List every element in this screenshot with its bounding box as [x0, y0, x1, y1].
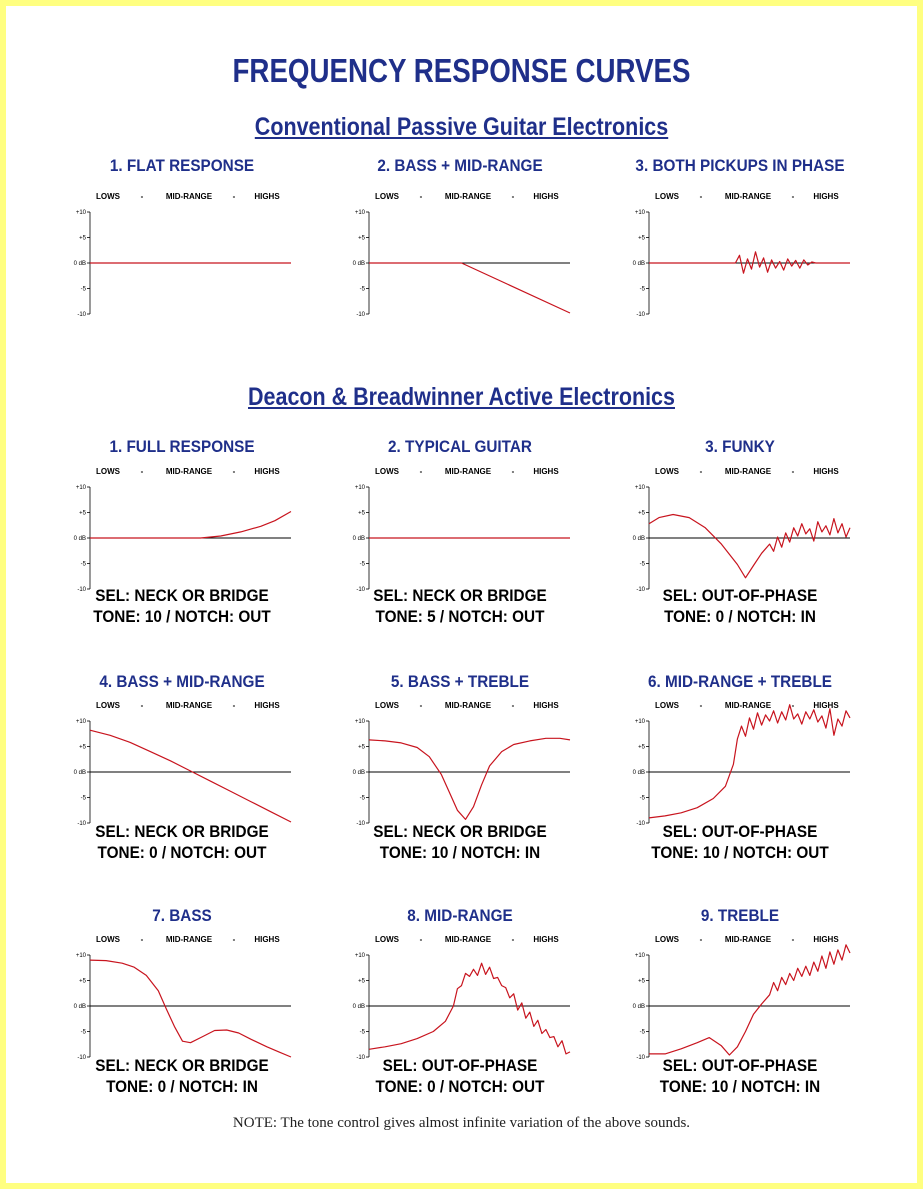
section-title-conventional: Conventional Passive Guitar Electronics [254, 113, 669, 141]
band-label: - [232, 935, 236, 944]
y-tick-label: +5 [79, 235, 86, 242]
band-label: - [232, 701, 236, 710]
response-curve [369, 738, 570, 819]
sel-label: SEL: NECK OR BRIDGE [373, 822, 547, 841]
y-tick-label: +5 [358, 510, 365, 517]
band-label: - [791, 467, 795, 476]
panel-title-typical-guitar: 2. TYPICAL GUITAR [388, 437, 532, 456]
section-title-active: Deacon & Breadwinner Active Electronics [248, 383, 675, 411]
tone-label: TONE: 0 / NOTCH: OUT [375, 1077, 545, 1096]
y-tick-label: -10 [636, 821, 645, 827]
tone-label: TONE: 10 / NOTCH: OUT [651, 843, 829, 862]
y-tick-label: +10 [354, 485, 365, 491]
band-label: HIGHS [254, 935, 280, 944]
band-label: - [419, 192, 423, 201]
y-tick-label: +5 [638, 510, 645, 517]
settings-bass-treble [325, 821, 595, 863]
y-tick-label: 0 dB [73, 770, 86, 776]
panel-title-mid-range: 8. MID-RANGE [407, 906, 513, 925]
y-tick-label: 0 dB [632, 1004, 645, 1010]
band-label: - [140, 935, 144, 944]
band-label: HIGHS [813, 467, 839, 476]
response-curve [90, 730, 291, 822]
y-tick-label: 0 dB [352, 1004, 365, 1010]
band-label: HIGHS [533, 701, 559, 710]
band-labels [655, 935, 839, 944]
band-label: - [511, 192, 515, 201]
y-tick-label: -5 [639, 561, 645, 568]
band-label: MID-RANGE [444, 935, 492, 944]
band-label: - [699, 467, 703, 476]
band-label: MID-RANGE [165, 935, 213, 944]
response-curve [649, 252, 850, 273]
y-tick-label: -5 [359, 286, 365, 293]
band-label: LOWS [375, 467, 399, 476]
y-tick-label: -10 [356, 587, 365, 593]
band-labels [96, 192, 280, 201]
y-tick-label: +10 [634, 953, 645, 959]
tone-label: TONE: 10 / NOTCH: OUT [93, 607, 271, 626]
sel-label: SEL: OUT-OF-PHASE [662, 1056, 818, 1075]
settings-full-response [47, 585, 317, 627]
band-label: HIGHS [813, 935, 839, 944]
sel-label: SEL: OUT-OF-PHASE [662, 586, 818, 605]
y-tick-label: -5 [639, 286, 645, 293]
y-tick-label: -5 [359, 1029, 365, 1036]
plot-bass-treble [339, 699, 579, 829]
band-label: - [140, 467, 144, 476]
y-tick-label: -10 [77, 312, 86, 318]
band-label: LOWS [96, 935, 120, 944]
band-label: - [419, 701, 423, 710]
band-label: - [791, 935, 795, 944]
band-labels [96, 467, 280, 476]
y-tick-label: -5 [639, 1029, 645, 1036]
sel-label: SEL: OUT-OF-PHASE [382, 1056, 538, 1075]
band-labels [655, 192, 839, 201]
band-label: - [511, 467, 515, 476]
band-label: LOWS [375, 701, 399, 710]
response-curve [649, 945, 850, 1055]
tone-label: TONE: 5 / NOTCH: OUT [375, 607, 545, 626]
band-label: - [699, 935, 703, 944]
y-tick-label: +10 [75, 953, 86, 959]
y-tick-label: -5 [359, 795, 365, 802]
response-curve [369, 963, 570, 1054]
panel-title-flat-response: 1. FLAT RESPONSE [109, 156, 255, 175]
panel-title-bass: 7. BASS [152, 906, 212, 925]
plot-funky [619, 465, 859, 595]
panel-title-mid-treble: 6. MID-RANGE + TREBLE [647, 672, 833, 691]
settings-mid-range [325, 1055, 595, 1097]
sel-label: SEL: NECK OR BRIDGE [373, 586, 547, 605]
y-tick-label: 0 dB [73, 261, 86, 267]
y-tick-label: +10 [354, 953, 365, 959]
band-label: - [791, 701, 795, 710]
band-label: LOWS [96, 467, 120, 476]
plot-both-in-phase [619, 190, 859, 320]
y-tick-label: -10 [636, 587, 645, 593]
tone-label: TONE: 10 / NOTCH: IN [379, 843, 541, 862]
plot-active-bass-mid [60, 699, 300, 829]
y-tick-label: -10 [636, 1055, 645, 1061]
settings-active-bass-mid [47, 821, 317, 863]
y-tick-label: -10 [636, 312, 645, 318]
response-curve [369, 263, 570, 313]
plot-flat-response [60, 190, 300, 320]
y-tick-label: 0 dB [352, 770, 365, 776]
band-label: LOWS [96, 701, 120, 710]
band-label: HIGHS [254, 467, 280, 476]
y-tick-label: -10 [356, 821, 365, 827]
tone-label: TONE: 10 / NOTCH: IN [659, 1077, 821, 1096]
plot-bass [60, 933, 300, 1063]
band-label: MID-RANGE [444, 701, 492, 710]
band-label: LOWS [655, 935, 679, 944]
y-tick-label: +5 [358, 235, 365, 242]
band-labels [96, 701, 280, 710]
panel-title-full-response: 1. FULL RESPONSE [109, 437, 255, 456]
y-tick-label: 0 dB [352, 536, 365, 542]
band-label: MID-RANGE [444, 192, 492, 201]
y-tick-label: +10 [75, 210, 86, 216]
plot-treble [619, 933, 859, 1063]
plot-mid-range [339, 933, 579, 1063]
band-label: LOWS [655, 701, 679, 710]
sel-label: SEL: NECK OR BRIDGE [95, 822, 269, 841]
y-tick-label: -5 [359, 561, 365, 568]
y-tick-label: +5 [638, 978, 645, 985]
sel-label: SEL: NECK OR BRIDGE [95, 586, 269, 605]
band-label: LOWS [655, 467, 679, 476]
band-label: MID-RANGE [724, 701, 772, 710]
y-tick-label: -5 [80, 286, 86, 293]
tone-label: TONE: 0 / NOTCH: OUT [97, 843, 267, 862]
y-tick-label: +5 [358, 744, 365, 751]
y-tick-label: +10 [354, 210, 365, 216]
y-tick-label: +10 [634, 210, 645, 216]
band-labels [96, 935, 280, 944]
settings-bass [47, 1055, 317, 1097]
band-label: LOWS [96, 192, 120, 201]
band-label: MID-RANGE [724, 192, 772, 201]
band-label: HIGHS [254, 701, 280, 710]
plot-full-response [60, 465, 300, 595]
y-tick-label: -5 [80, 795, 86, 802]
band-label: MID-RANGE [165, 467, 213, 476]
y-tick-label: +10 [75, 719, 86, 725]
settings-typical-guitar [325, 585, 595, 627]
band-labels [375, 935, 559, 944]
band-label: LOWS [375, 935, 399, 944]
band-label: HIGHS [254, 192, 280, 201]
band-labels [375, 192, 559, 201]
tone-label: TONE: 0 / NOTCH: IN [664, 607, 816, 626]
band-label: HIGHS [813, 192, 839, 201]
y-tick-label: -5 [80, 561, 86, 568]
y-tick-label: 0 dB [73, 1004, 86, 1010]
y-tick-label: +10 [634, 485, 645, 491]
band-label: MID-RANGE [724, 467, 772, 476]
response-curve [90, 512, 291, 539]
y-tick-label: -10 [77, 587, 86, 593]
band-label: - [140, 192, 144, 201]
panel-title-active-bass-mid: 4. BASS + MID-RANGE [99, 672, 265, 691]
plot-mid-treble [619, 699, 859, 829]
sel-label: SEL: OUT-OF-PHASE [662, 822, 818, 841]
settings-funky [605, 585, 875, 627]
y-tick-label: +5 [79, 510, 86, 517]
band-label: - [511, 701, 515, 710]
panel-title-both-in-phase: 3. BOTH PICKUPS IN PHASE [635, 156, 845, 175]
y-tick-label: -10 [77, 821, 86, 827]
y-tick-label: -5 [639, 795, 645, 802]
band-label: LOWS [375, 192, 399, 201]
band-label: MID-RANGE [444, 467, 492, 476]
band-label: - [511, 935, 515, 944]
band-label: - [140, 701, 144, 710]
y-tick-label: 0 dB [73, 536, 86, 542]
panel-title-funky: 3. FUNKY [705, 437, 775, 456]
y-tick-label: 0 dB [352, 261, 365, 267]
y-tick-label: 0 dB [632, 536, 645, 542]
panel-title-treble: 9. TREBLE [700, 906, 780, 925]
band-labels [655, 467, 839, 476]
band-label: HIGHS [533, 935, 559, 944]
sel-label: SEL: NECK OR BRIDGE [95, 1056, 269, 1075]
band-label: - [699, 192, 703, 201]
band-label: HIGHS [533, 467, 559, 476]
y-tick-label: +5 [638, 235, 645, 242]
band-labels [375, 467, 559, 476]
page-title: FREQUENCY RESPONSE CURVES [232, 52, 691, 89]
response-curve [90, 960, 291, 1057]
y-tick-label: +10 [634, 719, 645, 725]
band-label: MID-RANGE [724, 935, 772, 944]
band-label: MID-RANGE [165, 192, 213, 201]
band-label: - [419, 467, 423, 476]
band-label: - [699, 701, 703, 710]
y-tick-label: -10 [77, 1055, 86, 1061]
y-tick-label: +10 [75, 485, 86, 491]
plot-passive-bass-mid [339, 190, 579, 320]
y-tick-label: +5 [79, 978, 86, 985]
y-tick-label: 0 dB [632, 261, 645, 267]
band-label: - [791, 192, 795, 201]
settings-mid-treble [605, 821, 875, 863]
band-label: - [419, 935, 423, 944]
response-curve [649, 705, 850, 818]
y-tick-label: +5 [638, 744, 645, 751]
y-tick-label: +5 [358, 978, 365, 985]
y-tick-label: -10 [356, 1055, 365, 1061]
panel-title-passive-bass-mid: 2. BASS + MID-RANGE [377, 156, 543, 175]
band-label: HIGHS [533, 192, 559, 201]
response-curve [649, 515, 850, 578]
band-labels [375, 701, 559, 710]
y-tick-label: 0 dB [632, 770, 645, 776]
y-tick-label: -5 [80, 1029, 86, 1036]
band-label: MID-RANGE [165, 701, 213, 710]
plot-typical-guitar [339, 465, 579, 595]
settings-treble [605, 1055, 875, 1097]
band-label: - [232, 467, 236, 476]
panel-title-bass-treble: 5. BASS + TREBLE [390, 672, 530, 691]
y-tick-label: +10 [354, 719, 365, 725]
band-label: LOWS [655, 192, 679, 201]
tone-label: TONE: 0 / NOTCH: IN [106, 1077, 258, 1096]
y-tick-label: -10 [356, 312, 365, 318]
band-labels [655, 701, 839, 710]
band-label: HIGHS [813, 701, 839, 710]
y-tick-label: +5 [79, 744, 86, 751]
footnote: NOTE: The tone control gives almost infinite variation of the above sounds. [232, 1115, 691, 1131]
band-label: - [232, 192, 236, 201]
